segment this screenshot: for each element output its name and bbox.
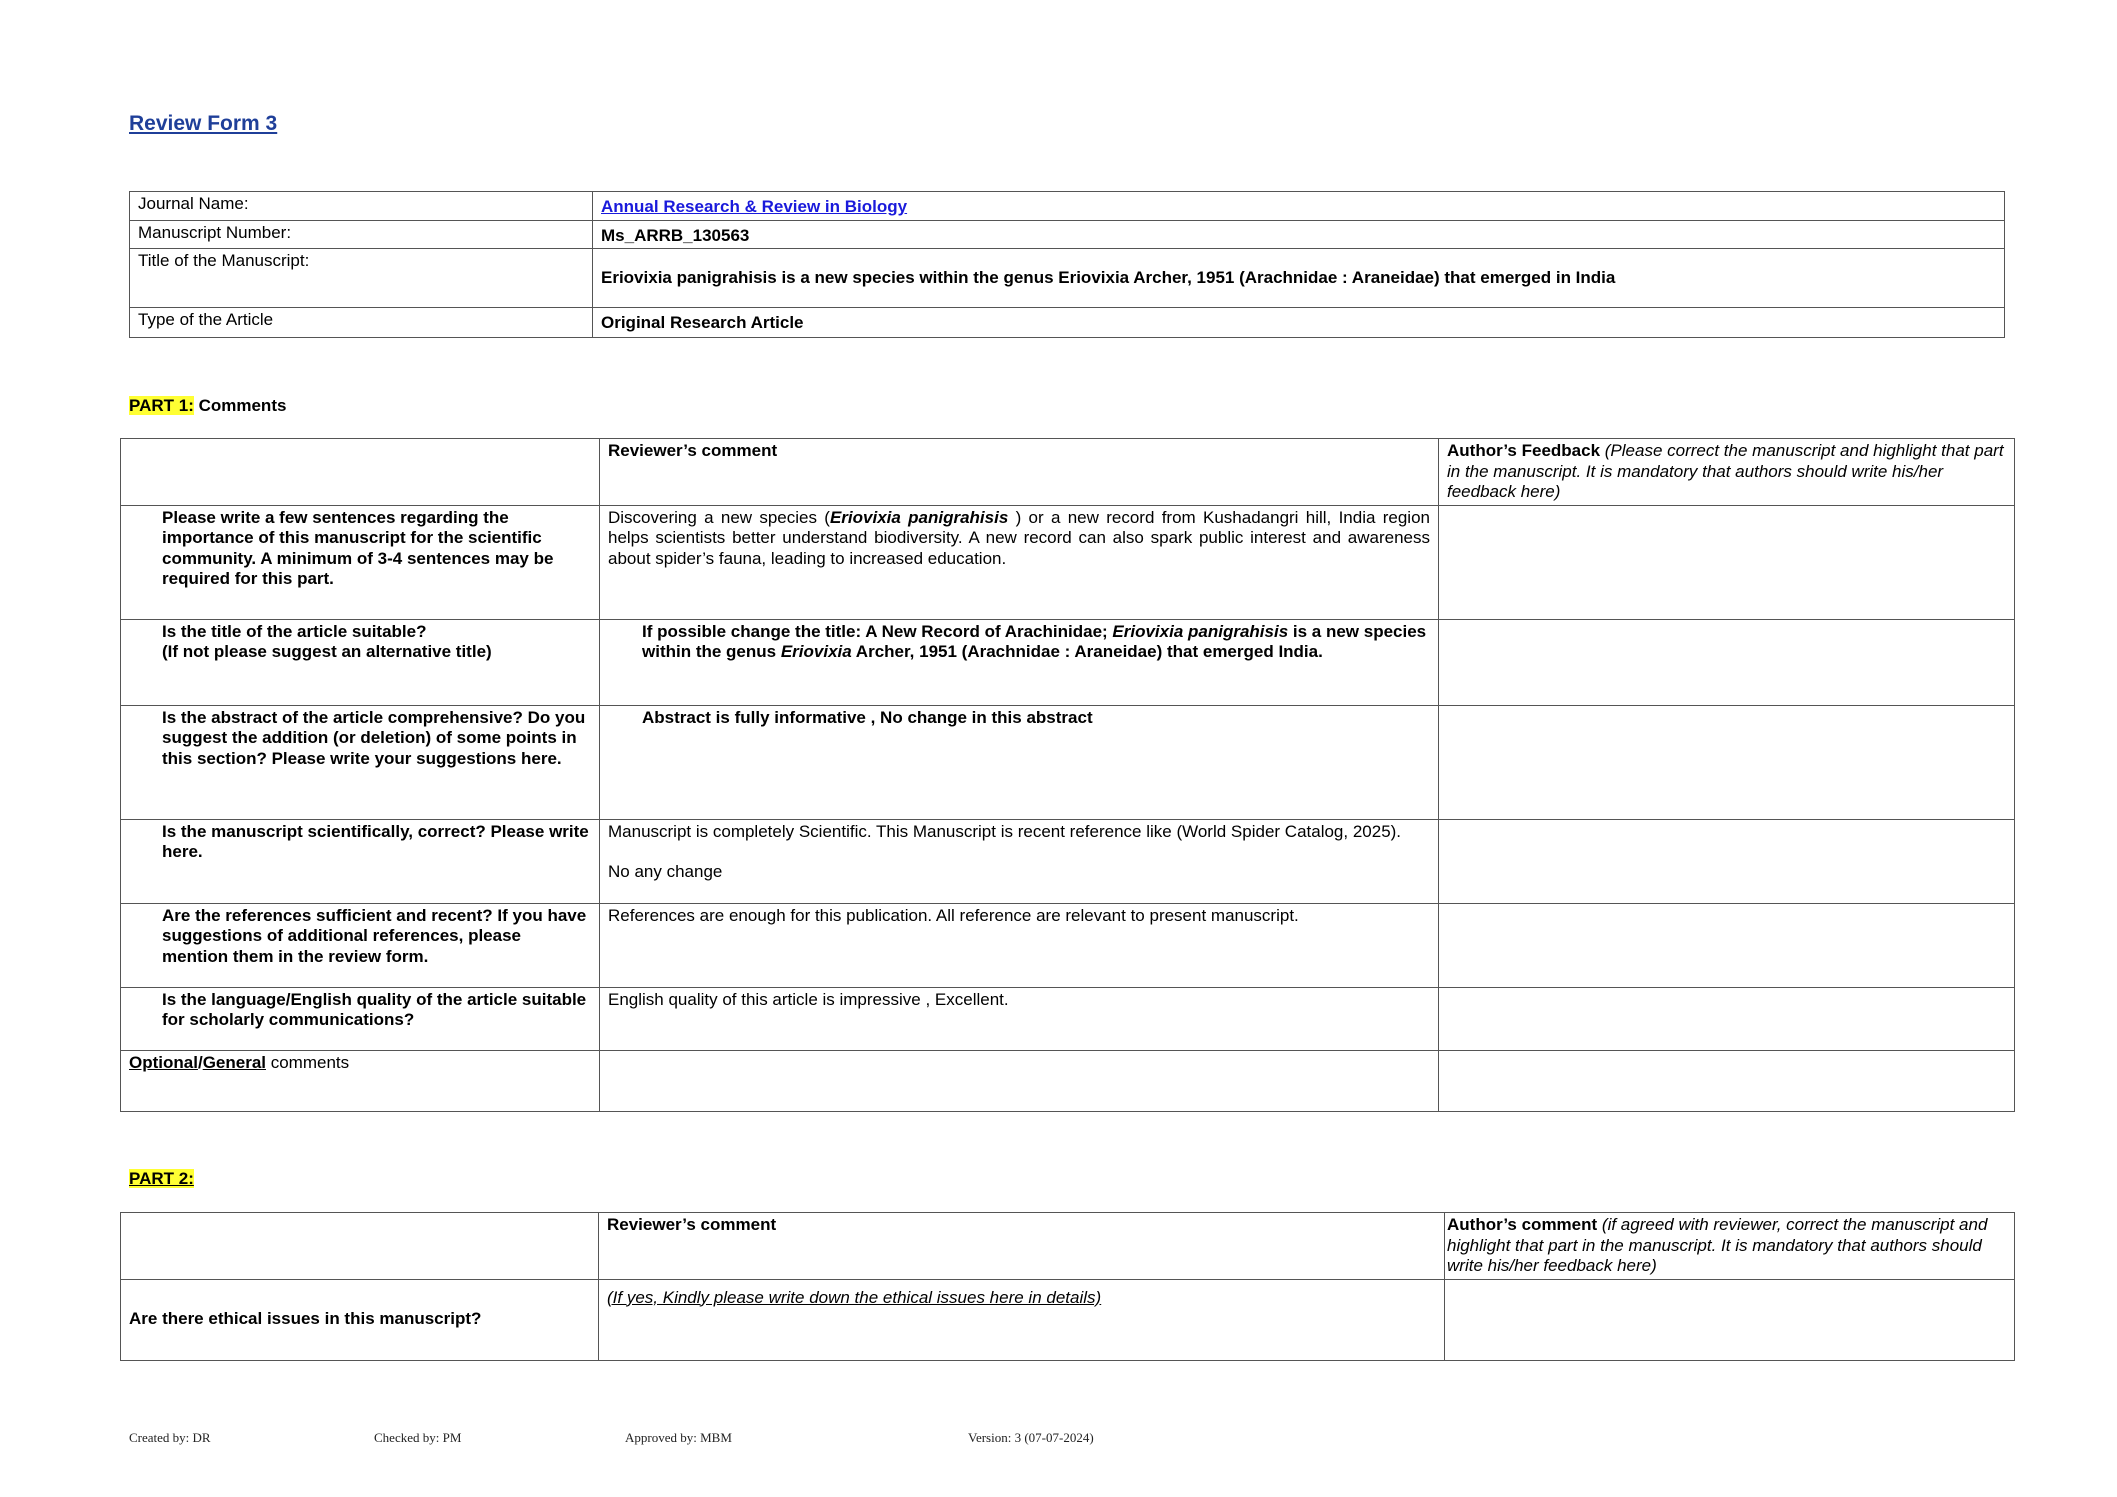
author-feedback-cell[interactable] — [1439, 705, 2015, 819]
part1-suffix: Comments — [193, 396, 287, 415]
author-feedback-cell[interactable] — [1439, 1050, 2015, 1111]
comments-header-row — [121, 439, 2015, 506]
footer-created: Created by: DR — [129, 1430, 211, 1445]
journal-link[interactable]: Annual Research & Review in Biology — [601, 197, 908, 216]
reviewer-comment-references[interactable]: References are enough for this publication. All reference are relevant to present manuscript. — [600, 903, 1439, 987]
reviewer-comment-header: Reviewer’s comment — [600, 439, 1439, 506]
comments-table — [120, 438, 2015, 1112]
reviewer-comment-optional[interactable] — [600, 1050, 1439, 1111]
reviewer-comment-scientific[interactable]: Manuscript is completely Scientific. This Manuscript is recent reference like (World Spider Catalog, 2025). No any change — [600, 819, 1439, 903]
ethics-table — [120, 1212, 2015, 1361]
author-feedback-cell[interactable] — [1439, 619, 2015, 705]
author-comment-cell[interactable] — [1445, 1279, 2015, 1360]
author-feedback-cell[interactable] — [1439, 819, 2015, 903]
table-row — [121, 1050, 2015, 1111]
journal-label: Journal Name: — [130, 192, 593, 221]
reviewer-comment-header: Reviewer’s comment — [599, 1213, 1445, 1280]
question-references: Are the references sufficient and recent? If you have suggestions of additional references, please mention them in the review form. — [121, 903, 600, 987]
reviewer-comment-language[interactable]: English quality of this article is impressive , Excellent. — [600, 987, 1439, 1050]
table-row — [121, 705, 2015, 819]
footer-checked: Checked by: PM — [374, 1430, 462, 1445]
part1-heading — [129, 396, 286, 417]
table-row — [121, 819, 2015, 903]
table-row — [121, 903, 2015, 987]
table-row — [121, 1279, 2015, 1360]
question-importance: Please write a few sentences regarding the importance of this manuscript for the scientific community. A minimum of 3-4 sentences may be required for this part. — [121, 505, 600, 619]
form-title[interactable]: Review Form 3 — [129, 112, 278, 135]
question-title: Is the title of the article suitable? (If not please suggest an alternative title) — [121, 619, 600, 705]
table-row — [121, 619, 2015, 705]
reviewer-comment-ethics[interactable]: (If yes, Kindly please write down the ethical issues here in details) — [599, 1279, 1445, 1360]
info-row-journal — [130, 192, 2005, 221]
question-ethics: Are there ethical issues in this manuscript? — [121, 1279, 599, 1360]
question-abstract: Is the abstract of the article comprehensive? Do you suggest the addition (or deletion) of some points in this section? Please write your suggestions here. — [121, 705, 600, 819]
author-feedback-cell[interactable] — [1439, 903, 2015, 987]
part1-label: PART 1: — [129, 396, 194, 415]
author-feedback-cell[interactable] — [1439, 505, 2015, 619]
reviewer-comment-abstract[interactable]: Abstract is fully informative , No change in this abstract — [600, 705, 1439, 819]
manuscript-number-label: Manuscript Number: — [130, 220, 593, 249]
table-row — [121, 987, 2015, 1050]
title-value: Eriovixia panigrahisis is a new species within the genus Eriovixia Archer, 1951 (Arachnidae : Araneidae) that emerged in India — [593, 249, 2005, 308]
question-scientific: Is the manuscript scientifically, correct? Please write here. — [121, 819, 600, 903]
author-comment-header: Author’s comment (if agreed with reviewer, correct the manuscript and highlight that part in the manuscript. It is mandatory that authors should write his/her feedback here) — [1445, 1213, 2015, 1280]
optional-general-label: Optional/General comments — [121, 1050, 600, 1111]
footer-version: Version: 3 (07-07-2024) — [968, 1430, 1094, 1445]
part2-heading — [129, 1169, 194, 1190]
question-language: Is the language/English quality of the article suitable for scholarly communications? — [121, 987, 600, 1050]
info-row-title — [130, 249, 2005, 308]
info-row-manuscript-number — [130, 220, 2005, 249]
footer-approved: Approved by: MBM — [625, 1430, 732, 1445]
info-row-type — [130, 308, 2005, 338]
title-label: Title of the Manuscript: — [130, 249, 593, 308]
author-feedback-header: Author’s Feedback (Please correct the manuscript and highlight that part in the manuscript. It is mandatory that authors should write his/her feedback here) — [1439, 439, 2015, 506]
author-feedback-cell[interactable] — [1439, 987, 2015, 1050]
part2-label: PART 2: — [129, 1169, 194, 1188]
reviewer-comment-importance[interactable]: Discovering a new species (Eriovixia panigrahisis ) or a new record from Kushadangri hill, India region helps scientists better understand biodiversity. A new record can also spark public interest and awareness about spider’s fauna, leading to increased education. — [600, 505, 1439, 619]
reviewer-comment-title[interactable]: If possible change the title: A New Record of Arachinidae; Eriovixia panigrahisis is a new species within the genus Eriovixia Archer, 1951 (Arachnidae : Araneidae) that emerged India. — [600, 619, 1439, 705]
manuscript-info-table — [129, 191, 2005, 338]
type-value: Original Research Article — [593, 308, 2005, 338]
type-label: Type of the Article — [130, 308, 593, 338]
manuscript-number-value: Ms_ARRB_130563 — [593, 220, 2005, 249]
table-row — [121, 505, 2015, 619]
ethics-header-row — [121, 1213, 2015, 1280]
